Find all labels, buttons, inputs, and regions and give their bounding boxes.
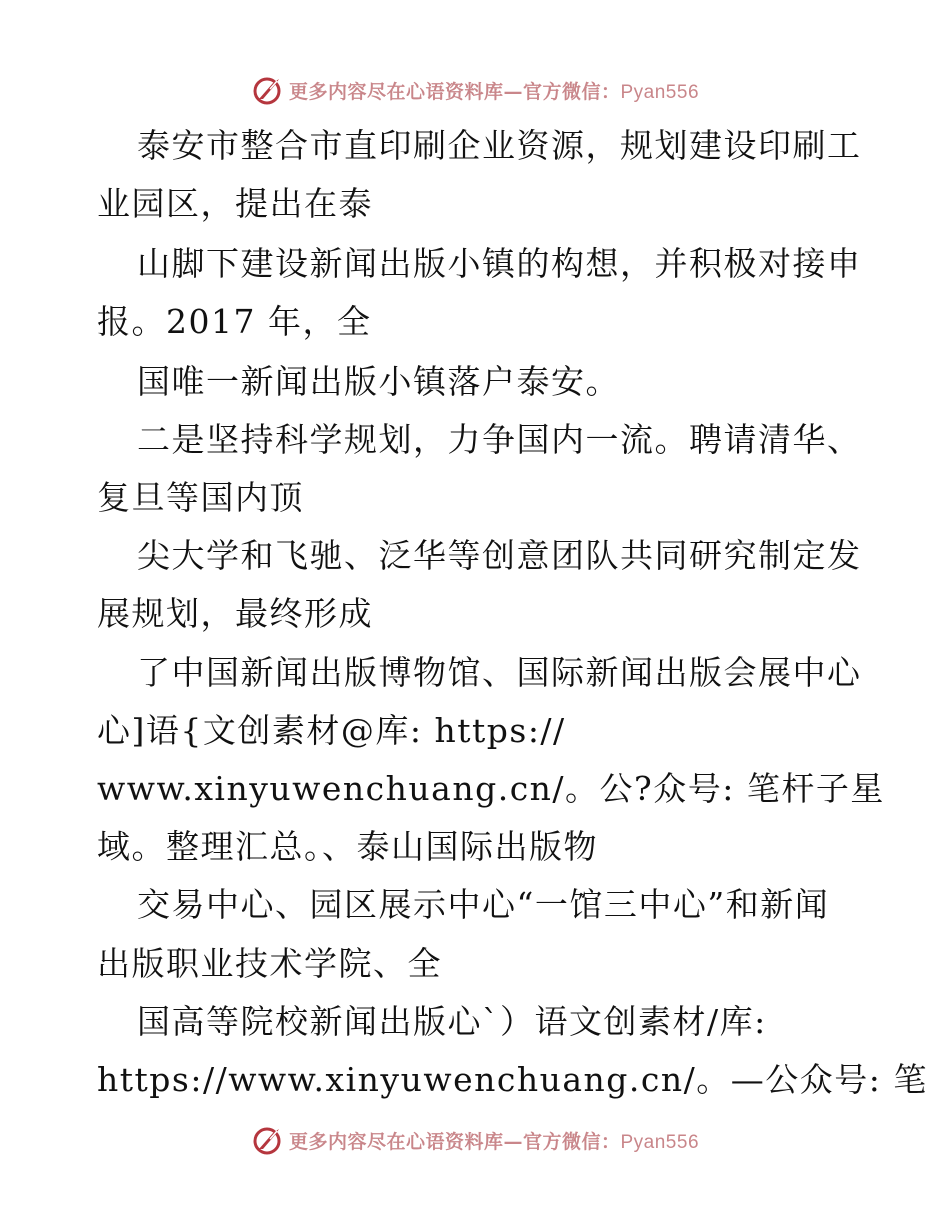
text-line-5: 国唯一新闻出版小镇落户泰安。 — [137, 362, 620, 401]
header-banner-label: 更多内容尽在心语资料库—官方微信： — [288, 80, 621, 103]
header-banner-text — [289, 77, 699, 104]
text-line-3: 山脚下建设新闻出版小镇的构想，并积极对接申 — [137, 244, 862, 283]
text-line-2: 业园区，提出在泰 — [97, 184, 373, 223]
footer-banner-text — [289, 1127, 699, 1154]
footer-banner-label: 更多内容尽在心语资料库—官方微信： — [288, 1130, 621, 1153]
text-line-16: 国高等院校新闻出版心`）语文创素材/库: — [137, 1002, 767, 1041]
text-line-11: 心]语{文创素材@库: https:// — [97, 711, 566, 750]
footer-banner-inner — [251, 1123, 699, 1157]
header-banner-inner — [251, 73, 699, 107]
text-line-12: www.xinyuwenchuang.cn/。公?众号: 笔杆子星 — [97, 769, 885, 808]
text-line-7: 复旦等国内顶 — [97, 478, 304, 517]
text-line-4: 报。2017 年，全 — [97, 302, 372, 341]
text-line-14: 交易中心、园区展示中心“一馆三中心”和新闻 — [137, 885, 830, 924]
quill-logo-icon — [251, 73, 285, 107]
text-line-10: 了中国新闻出版博物馆、国际新闻出版会展中心 — [137, 653, 862, 692]
footer-banner-brand: Pyan556 — [620, 1131, 700, 1153]
footer-banner — [0, 1120, 950, 1160]
text-line-9: 展规划，最终形成 — [97, 594, 373, 633]
text-line-1: 泰安市整合市直印刷企业资源，规划建设印刷工 — [137, 126, 862, 165]
header-banner — [0, 70, 950, 110]
text-line-8: 尖大学和飞驰、泛华等创意团队共同研究制定发 — [137, 536, 862, 575]
header-banner-brand: Pyan556 — [620, 81, 700, 103]
text-line-15: 出版职业技术学院、全 — [97, 944, 442, 983]
text-line-6: 二是坚持科学规划，力争国内一流。聘请清华、 — [137, 420, 862, 459]
text-line-17: https://www.xinyuwenchuang.cn/。—公众号: 笔 — [97, 1060, 928, 1099]
text-line-13: 域。整理汇总。、泰山国际出版物 — [97, 827, 598, 866]
quill-logo-icon — [251, 1123, 285, 1157]
